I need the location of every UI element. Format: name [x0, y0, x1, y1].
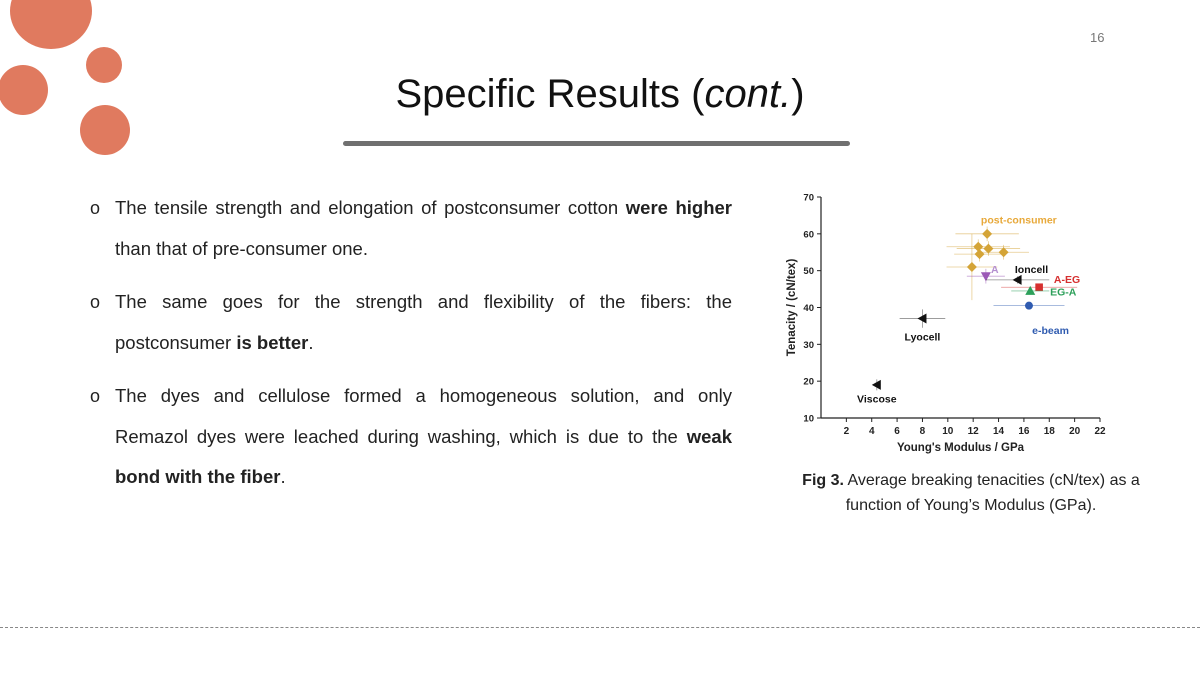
x-tick-label: 16 [1018, 426, 1030, 437]
y-tick-label: 20 [803, 376, 814, 388]
series-label: e-beam [1032, 325, 1069, 338]
series-label: Viscose [857, 393, 897, 406]
title-close: ) [791, 72, 805, 116]
series-label: EG-A [1050, 286, 1077, 299]
series-e-beam [993, 302, 1068, 337]
x-axis-label: Young's Modulus / GPa [896, 442, 1025, 454]
data-point [1013, 275, 1022, 285]
series-lyocell [900, 309, 946, 343]
slide-number: 16 [1090, 30, 1105, 45]
series-viscose [857, 379, 897, 405]
x-tick-label: 12 [967, 426, 979, 437]
bullet-marker: o [90, 198, 101, 218]
bullet-item [90, 282, 732, 363]
series-eg-a [1011, 286, 1077, 299]
x-tick-label: 4 [868, 426, 875, 437]
data-point [975, 249, 985, 259]
decor-circle-large [10, 0, 92, 49]
caption-text: Average breaking tenacities (cN/tex) as a function of Young’s Modulus (GPa). [843, 472, 1140, 514]
data-point [982, 229, 992, 239]
x-tick-label: 20 [1069, 426, 1081, 437]
title-italic: cont. [704, 72, 792, 116]
series-label: A-EG [1053, 274, 1081, 287]
bullet-emphasis: were higher [625, 197, 732, 218]
x-tick-label: 14 [992, 426, 1005, 437]
y-tick-label: 30 [803, 339, 814, 351]
x-tick-label: 18 [1043, 426, 1055, 437]
x-tick-label: 8 [919, 426, 926, 437]
y-axis-label: Tenacity / (cN/tex) [786, 258, 798, 357]
bullet-item [90, 188, 732, 269]
y-tick-label: 60 [803, 229, 814, 241]
data-point [872, 380, 881, 390]
bullet-marker: o [90, 292, 101, 312]
bullet-text: The dyes and cellulose formed a homogeneous solution, and only Remazol dyes were leached during washing, which is due to the [115, 385, 732, 447]
series-label: Lyocell [904, 331, 941, 344]
bullet-list [90, 188, 732, 511]
y-tick-label: 70 [803, 192, 814, 204]
title-main: Specific Results ( [395, 72, 705, 116]
series-label: post-consumer [980, 214, 1057, 227]
bullet-text: The tensile strength and elongation of postconsumer cotton [115, 197, 626, 218]
data-point [917, 314, 926, 324]
footer-divider [0, 627, 1200, 628]
title-underline [343, 141, 850, 146]
bullet-text: . [308, 331, 314, 353]
y-tick-label: 10 [803, 413, 814, 425]
x-tick-label: 22 [1094, 426, 1106, 437]
bullet-text: The same goes for the strength and flexibility of the fibers: the postconsumer [115, 291, 732, 353]
x-tick-label: 6 [894, 426, 900, 437]
bullet-text: . [280, 466, 286, 487]
figure-caption [776, 468, 1166, 518]
bullet-marker: o [90, 386, 101, 406]
y-tick-label: 40 [803, 303, 814, 314]
x-tick-label: 10 [942, 426, 954, 437]
x-tick-label: 2 [843, 426, 850, 437]
bullet-text: than that of pre-consumer one. [115, 237, 368, 259]
data-point [967, 262, 977, 272]
y-tick-label: 50 [803, 266, 814, 278]
data-point [1035, 283, 1043, 291]
slide-title [0, 72, 1200, 117]
bullet-emphasis: is better [236, 331, 309, 353]
caption-label: Fig 3. [802, 472, 844, 489]
data-point [973, 242, 983, 252]
bullet-emphasis: weak bond with the fiber [115, 425, 732, 487]
bullet-item [90, 376, 732, 498]
data-point [1025, 302, 1033, 310]
scatter-chart [780, 185, 1120, 465]
series-label: A [990, 263, 999, 276]
series-label: Ioncell [1014, 263, 1049, 276]
